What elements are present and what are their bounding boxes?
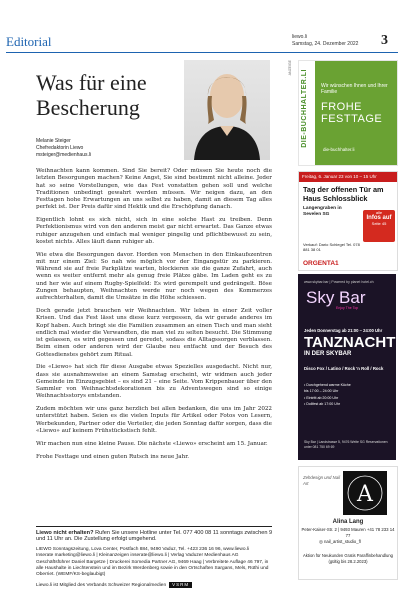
info-badge xyxy=(363,210,395,242)
ad-tagline: Enjoy The Top xyxy=(336,306,359,310)
ad-date-banner: Freitag, 6. Januar 23 von 10 – 15 Uhr xyxy=(299,172,397,182)
ad-promo: Aktion für Neukunden Gratis Paraffinbehandlung (gültig bis 28.2.2023) xyxy=(302,553,393,564)
ad-label: ANZEIGE xyxy=(288,60,292,76)
instagram-handle xyxy=(319,539,361,545)
ad-panel xyxy=(315,61,397,165)
delivery-question: Liewo nicht erhalten? xyxy=(36,530,94,536)
paragraph: Eigentlich lohnt es sich nicht, sich in eine solche Hast zu treiben. Denn Perfektionismus wird von den anderen meist gar nicht erwartet. Das Ganze etwas ruhiger anzugehen und einfach mal weniger pingelig und pflichtbewusst zu sein, kostet nichts. Alles läuft dann ruhiger ab. xyxy=(36,217,272,245)
list-item: bis 17:00 – 24:00 Uhr xyxy=(304,389,339,394)
impressum xyxy=(36,530,274,589)
ad-script-text: Zehdesign und Nail Art xyxy=(303,475,341,486)
alina-logo xyxy=(343,471,387,515)
ad-contact: Verkauf: Dario Schlegel Tel. 078 881 38 01 xyxy=(303,242,360,252)
badge-top: alle xyxy=(375,210,383,215)
paragraph: Doch gerade jetzt brauchen wir Weihnachten. Wir leben in einer Zeit voller Krisen. Und das Fest lässt uns diese kurz vergessen, da wir gerade anderes im Kopf haben. Auch bringt sie die Familien zusammen an einen Tisch und man sieht endlich mal wieder die Verwandten, die man viel zu selten besucht. Die Stimmung ist gelassen, es wird gegessen und geredet, sodass die Alltagssorgen verblassen. Beim einen oder anderen wird der Glaube neu entfacht und der Besuch des Gottesdienstes gehört zum Ritual. xyxy=(36,308,272,358)
ad-name: Alina Lang xyxy=(332,519,364,525)
skybar-logo: Sky Bar xyxy=(306,288,366,307)
article-title: Was für eine Bescherung xyxy=(36,70,147,120)
instagram-icon: ◎ xyxy=(319,539,323,544)
author-email[interactable]: msteiger@medienhaus.li xyxy=(36,152,92,158)
ad-alina-lang[interactable] xyxy=(298,466,398,580)
ad-orgenta[interactable] xyxy=(298,171,398,271)
paragraph: Weihnachten kann kommen. Sind Sie bereit? Oder müssen Sie heute noch die letzten Besorgungen machen? Keine Angst, Sie sind bestimmt nicht alleine. Jeder hat so seine Vorstellungen, wie das Fest vonstatten gehen soll und welche Traditionen unbedingt gewahrt werden müssen. Wir neigen dazu, an den Festtagen hohe Erwartungen an uns selbst zu haben, damit an diesem Tag alles perfekt ist. Der Preis dafür sind Hektik und die Erschöpfung danach. xyxy=(36,168,272,211)
author-byline xyxy=(36,138,91,159)
page-number: 3 xyxy=(381,33,388,48)
ad-headline: Tag der offenen Tür am Haus Schlossblick xyxy=(303,185,384,203)
impressum-line: Geschäftsführer Daniel Bargetze | Druckerei Somedia Partner AG, 9469 Haag | Verbreitete Auflage 46 797, in alle Haushalte in Liechtenstein und im Bezirk Werdenberg sowie in den Ortschaften Sargans, Mels, Rüthi und Oberriet. (WEMF/KS-beglaubigt) xyxy=(36,559,269,578)
issue-date: Samstag, 24. Dezember 2022 xyxy=(292,41,359,47)
ad-subheadline: IN DER SKYBAR xyxy=(304,351,352,357)
ad-genres: Disco Fox / Latino / Rock 'n Roll / Rock xyxy=(304,366,384,371)
impressum-line: Inserate marketing@liewo.li | Kleinanzeigen inserate@liewo.li | Verlag Vaduzer Medienhaus AG xyxy=(36,553,239,559)
vsrm-logo: VSRM xyxy=(169,582,192,588)
ad-list xyxy=(304,382,351,408)
ad-headline: TANZNACHT xyxy=(304,334,396,351)
brand: liewo.li xyxy=(292,34,308,40)
orgenta-logo: ORGENTA1 xyxy=(303,260,339,267)
paragraph: Wie etwa die Besorgungen davor. Horden von Menschen in den Einkaufszentren mit nur einem Ziel: So nah wie möglich vor der Eingangstür zu parkieren. Während sie auf freie Parkplätze warten, blockieren sie die ganze Zufahrt, auch wenn es weiter entfernt mehr als genug freie Plätze gäbe. Im Laden geht es zu und her wie auf einem Rugby-Spielfeld: Es wird gerempelt und gedrängelt. Böse Zungen behaupten, Weihnachten werde nur noch wegen des Kommerzes aufrechterhalten, damit die Umsätze in die Höhe schiessen. xyxy=(36,251,272,302)
badge-main: Infos auf xyxy=(366,215,392,221)
ad-vertical-text: DIE-BUCHHALTER.LI xyxy=(301,69,308,148)
delivery-text: Rufen Sie unsere Hotline unter Tel. 077 400 08 11 sonntags zwischen 9 und 11 Uhr an. Die Zustellung erfolgt umgehend. xyxy=(36,530,273,543)
paragraph: Die «Liewo» hat sich für diese Ausgabe etwas Spezielles ausgedacht. Nicht nur, dass sie ausnahmsweise an einem Samstag erscheint, wir widmen auch jeder Gemeinde im Einzugsgebiet – es sind 21 – eine Seite. Vom Krippenbauer über den Sammler von Weihnachtsdekorationen bis zu Adventswegen sind so einige Weihnachtsstorys entstanden. xyxy=(36,364,272,400)
ad-skybar[interactable] xyxy=(298,274,396,460)
list-item: • Durchgehend warme Küche xyxy=(304,383,351,387)
article-body xyxy=(36,168,272,467)
ad-strip xyxy=(299,61,315,165)
ad-contact: Peter-Kaiser-Str. 2 | 9493 Mauren +41 78 233 14 77 xyxy=(301,527,395,538)
ad-location: Langengraben in Sevelen SG xyxy=(303,206,342,217)
ad-address: Sky Bar | Landstrasse 5, 9476 Weite SG Reservationen unter 081 750 69 69 xyxy=(304,440,388,449)
paragraph: Wir machen nun eine kleine Pause. Die nächste «Liewo» erscheint am 15. Januar. xyxy=(36,440,268,447)
list-item: • Dollfest ab 17:00 Uhr xyxy=(304,402,341,407)
ad-buchhalter[interactable] xyxy=(298,60,398,166)
ad-wish: Wir wünschen Ihnen und Ihrer Familie xyxy=(321,83,388,95)
section-title: Editorial xyxy=(6,34,52,49)
author-name: Melanie Steiger xyxy=(36,138,71,144)
ad-url[interactable]: die-buchhalter.li xyxy=(323,147,355,152)
paragraph: Zudem möchten wir uns ganz herzlich bei allen bedanken, die uns im Jahr 2022 unterstützt haben. Seien es die vielen Inputs für Artikel oder Fotos von Lesern, Werbekunden, Partner oder die Verteiler, die jeden Sonntag dafür sorgen, dass die «Liewo» auf keinem Frühstückstisch fehlt. xyxy=(36,406,272,434)
badge-bottom: Seite 45 xyxy=(371,221,387,226)
ad-headline: FROHE FESTTAGE xyxy=(321,101,383,125)
paragraph: Frohe Festtage und einen guten Rutsch ins neue Jahr. xyxy=(36,453,190,460)
header-rule xyxy=(6,52,398,53)
author-role: Chefredaktorin Liewo xyxy=(36,145,84,151)
impressum-address: LIEWO Sonntagszeitung, Lova Center, Postfach 884, 9490 Vaduz, Tel. +423 236 16 96, www.liewo.li xyxy=(36,546,250,552)
ad-url: www.skybar.bar | Powered by planet hotel.ch xyxy=(304,280,374,284)
ad-date: Jeden Donnerstag ab 21:00 – 24:00 Uhr xyxy=(304,328,383,333)
footer-rule xyxy=(36,526,272,527)
list-item: • Eintritt ab 20:00 Uhr xyxy=(304,395,339,400)
author-photo xyxy=(184,60,270,160)
svg-text:A: A xyxy=(357,482,373,507)
impressum-line: Liewo.li ist Mitglied des Verbands Schweizer Regionalmedien xyxy=(36,582,167,588)
instagram-name: nail_artist_studio_fl xyxy=(323,539,361,544)
